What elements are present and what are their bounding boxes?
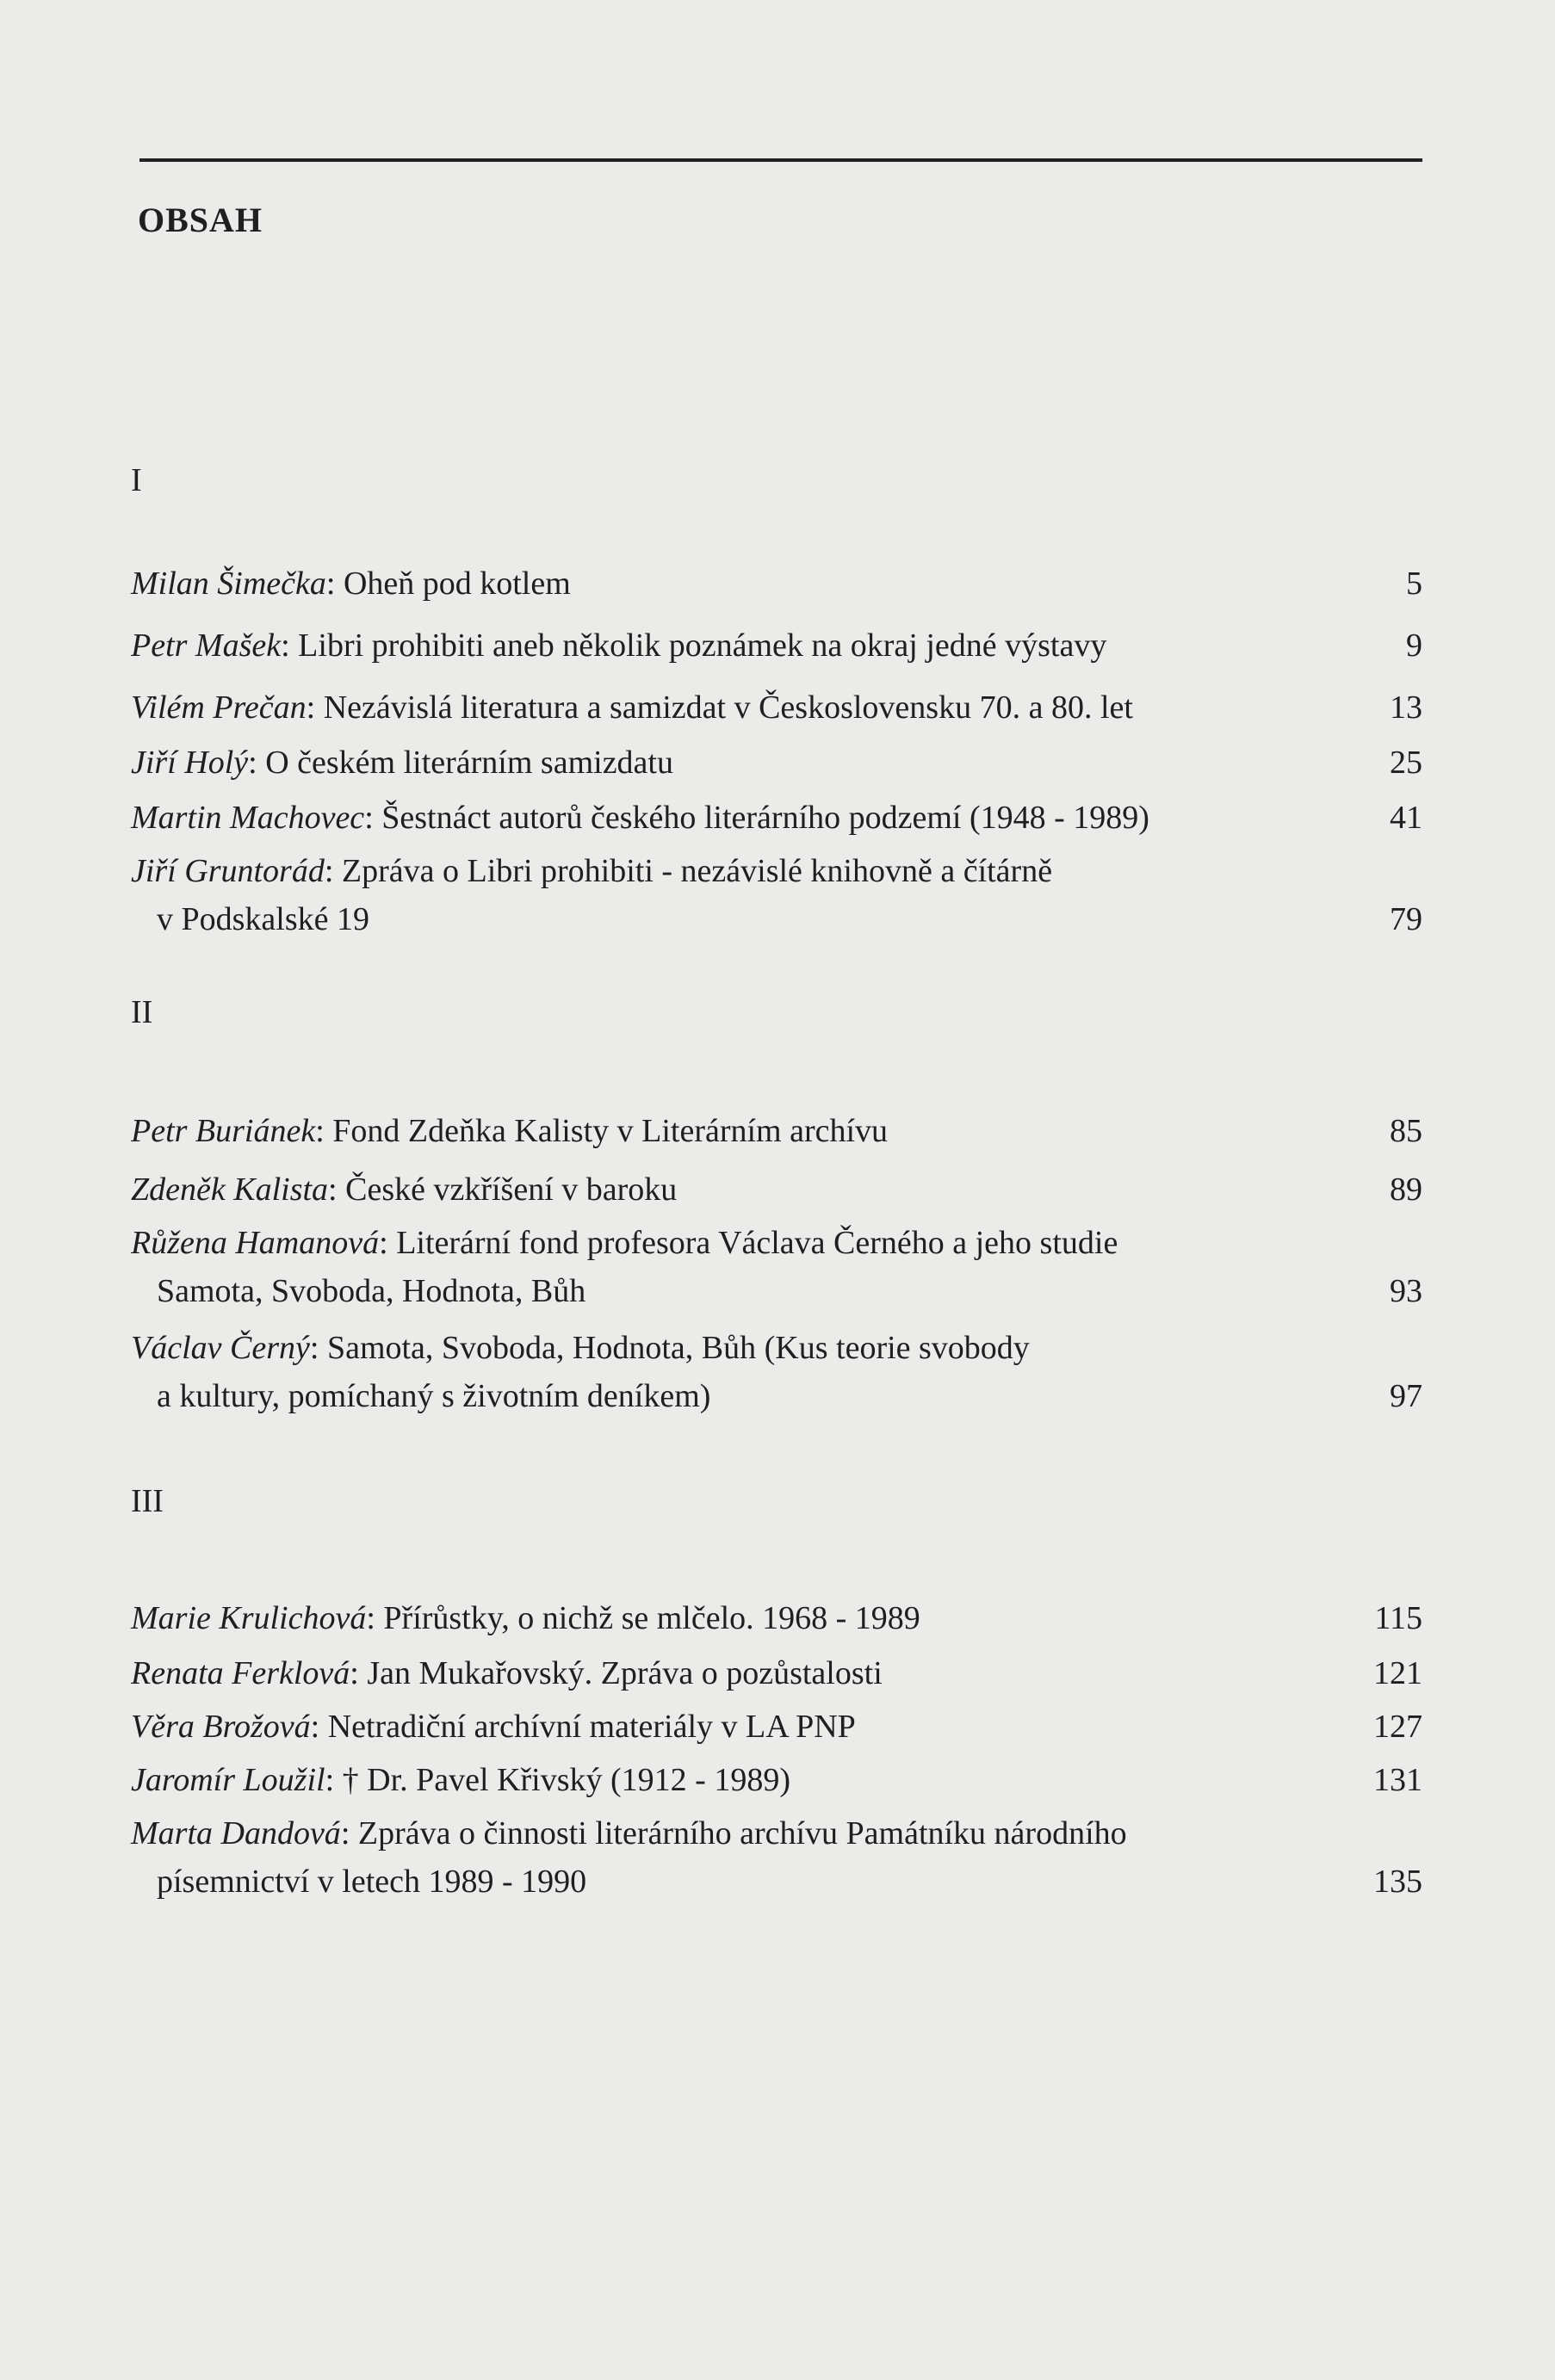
entry-page-number: 131 bbox=[1373, 1762, 1422, 1798]
entry-title: Literární fond profesora Václava Černého a jeho studie bbox=[396, 1225, 1118, 1261]
section-label-i: I bbox=[131, 462, 142, 498]
entry-title: Oheň pod kotlem bbox=[343, 566, 571, 602]
entry-page-number: 89 bbox=[1390, 1171, 1422, 1208]
entry-separator: : bbox=[325, 566, 344, 602]
entry-page-number: 79 bbox=[1390, 901, 1422, 937]
entry-author: Vilém Prečan bbox=[131, 689, 307, 726]
entry-page-number: 25 bbox=[1390, 745, 1422, 781]
entry-title: Přírůstky, o nichž se mlčelo. 1968 - 1989 bbox=[383, 1600, 920, 1636]
entry-author: Věra Brožová bbox=[131, 1709, 311, 1745]
section-label-iii: III bbox=[131, 1483, 164, 1519]
toc-entry bbox=[131, 1756, 1422, 1804]
entry-title: Zpráva o činnosti literárního archívu Památníku národního bbox=[357, 1815, 1127, 1851]
entry-page-number: 13 bbox=[1390, 689, 1422, 726]
entry-title: Jan Mukařovský. Zpráva o pozůstalosti bbox=[367, 1655, 883, 1691]
entry-separator: : bbox=[350, 1655, 368, 1691]
toc-entry bbox=[131, 739, 1422, 787]
entry-title: Šestnáct autorů českého literárního podzemí (1948 - 1989) bbox=[381, 800, 1149, 836]
entry-author: Renata Ferklová bbox=[131, 1655, 350, 1691]
entry-title-continuation: písemnictví v letech 1989 - 1990 bbox=[157, 1864, 587, 1900]
entry-title: Nezávislá literatura a samizdat v Československu 70. a 80. let bbox=[323, 689, 1133, 726]
toc-entry bbox=[131, 621, 1422, 670]
entry-author: Petr Buriánek bbox=[131, 1113, 316, 1149]
entry-separator: : bbox=[309, 1330, 327, 1366]
top-rule bbox=[139, 158, 1422, 162]
toc-entry bbox=[131, 1809, 1422, 1906]
page-title: OBSAH bbox=[138, 201, 263, 239]
entry-author: Růžena Hamanová bbox=[131, 1225, 380, 1261]
entry-page-number: 93 bbox=[1390, 1273, 1422, 1309]
entry-separator: : bbox=[315, 1113, 333, 1149]
toc-entry bbox=[131, 1324, 1422, 1420]
entry-author: Martin Machovec bbox=[131, 800, 365, 836]
entry-page-number: 115 bbox=[1374, 1600, 1422, 1636]
entry-author: Petr Mašek bbox=[131, 627, 282, 664]
toc-entry bbox=[131, 1649, 1422, 1697]
entry-separator: : bbox=[248, 745, 266, 781]
toc-entry bbox=[131, 559, 1422, 608]
entry-page-number: 127 bbox=[1373, 1709, 1422, 1745]
entry-author: Jaromír Loužil bbox=[131, 1762, 325, 1798]
entry-author: Zdeněk Kalista bbox=[131, 1171, 329, 1208]
entry-separator: : bbox=[324, 853, 342, 889]
entry-separator: : bbox=[379, 1225, 397, 1261]
toc-entry bbox=[131, 683, 1422, 732]
entry-author: Marie Krulichová bbox=[131, 1600, 367, 1636]
toc-entry bbox=[131, 1107, 1422, 1155]
entry-title-continuation: Samota, Svoboda, Hodnota, Bůh bbox=[157, 1273, 586, 1309]
entry-title: České vzkříšení v baroku bbox=[345, 1171, 678, 1208]
section-label-ii: II bbox=[131, 994, 153, 1030]
toc-entry bbox=[131, 847, 1422, 943]
entry-page-number: 85 bbox=[1390, 1113, 1422, 1149]
entry-page-number: 9 bbox=[1406, 627, 1422, 664]
toc-entry bbox=[131, 1219, 1422, 1315]
entry-title: Netradiční archívní materiály v LA PNP bbox=[327, 1709, 856, 1745]
entry-separator: : bbox=[281, 627, 299, 664]
entry-author: Jiří Gruntorád bbox=[131, 853, 325, 889]
entry-separator: : bbox=[328, 1171, 346, 1208]
entry-title: Fond Zdeňka Kalisty v Literárním archívu bbox=[332, 1113, 889, 1149]
entry-separator: : bbox=[325, 1762, 343, 1798]
toc-entry bbox=[131, 1165, 1422, 1214]
entry-separator: : bbox=[310, 1709, 328, 1745]
entry-page-number: 135 bbox=[1373, 1864, 1422, 1900]
entry-title-continuation: a kultury, pomíchaný s životním deníkem) bbox=[157, 1378, 711, 1414]
entry-page-number: 5 bbox=[1406, 566, 1422, 602]
entry-author: Marta Dandová bbox=[131, 1815, 341, 1851]
entry-author: Milan Šimečka bbox=[131, 566, 326, 602]
entry-title: Libri prohibiti aneb několik poznámek na okraj jedné výstavy bbox=[298, 627, 1107, 664]
entry-separator: : bbox=[366, 1600, 384, 1636]
entry-author: Jiří Holý bbox=[131, 745, 249, 781]
toc-entry bbox=[131, 1703, 1422, 1751]
toc-entry bbox=[131, 794, 1422, 842]
entry-title-continuation: v Podskalské 19 bbox=[157, 901, 369, 937]
entry-title: O českém literárním samizdatu bbox=[265, 745, 673, 781]
entry-page-number: 41 bbox=[1390, 800, 1422, 836]
entry-title: Samota, Svoboda, Hodnota, Bůh (Kus teorie svobody bbox=[326, 1330, 1030, 1366]
entry-title: Zpráva o Libri prohibiti - nezávislé knihovně a čítárně bbox=[341, 853, 1053, 889]
entry-separator: : bbox=[364, 800, 382, 836]
entry-separator: : bbox=[340, 1815, 358, 1851]
toc-entry bbox=[131, 1594, 1422, 1642]
entry-page-number: 97 bbox=[1390, 1378, 1422, 1414]
entry-separator: : bbox=[306, 689, 324, 726]
entry-title: † Dr. Pavel Křivský (1912 - 1989) bbox=[342, 1762, 790, 1798]
entry-author: Václav Černý bbox=[131, 1330, 310, 1366]
entry-page-number: 121 bbox=[1373, 1655, 1422, 1691]
